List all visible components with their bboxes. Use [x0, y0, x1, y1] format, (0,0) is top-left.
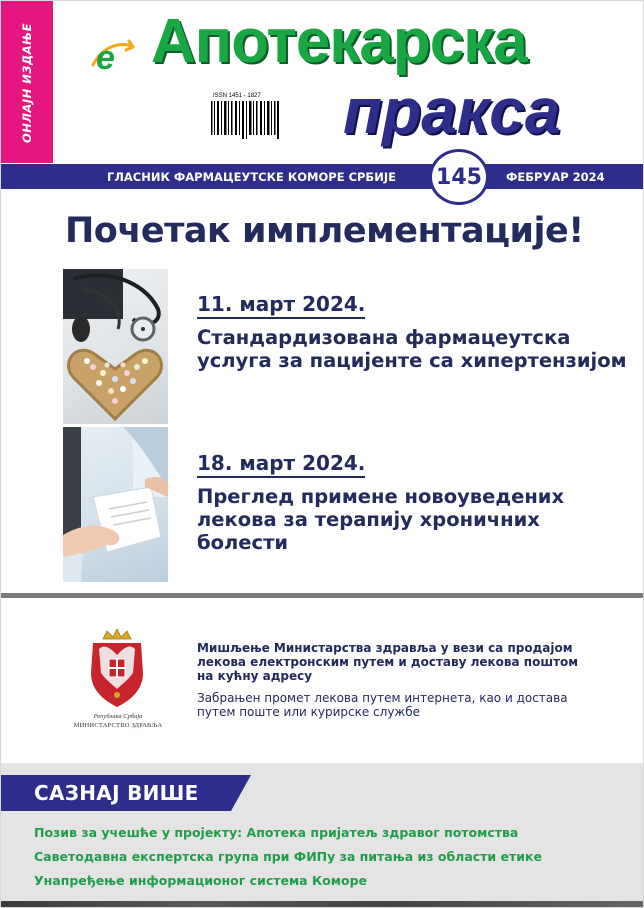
- e-logo-icon: [89, 35, 135, 75]
- prescription-illustration: [63, 427, 168, 582]
- issue-date: ФЕБРУАР 2024: [506, 170, 605, 184]
- section-divider: [1, 593, 644, 598]
- blood-pressure-illustration: [63, 269, 168, 424]
- event-title: [197, 485, 637, 554]
- learn-more-link[interactable]: Саветодавна експертска група при ФИПу за питања из области етике: [34, 849, 542, 864]
- main-headline: Почетак имплементације!: [65, 211, 584, 251]
- learn-more-link[interactable]: Позив за учешће у пројекту: Апотека пријатељ здравог потомства: [34, 825, 519, 840]
- event-title: [197, 326, 637, 372]
- event-date: [197, 292, 365, 316]
- event-title-text: Стандардизована фармацеутска услуга за пацијенте са хипертензијом: [197, 326, 627, 372]
- magazine-title-line1: Апотекарска: [151, 7, 527, 76]
- prescription-photo: [63, 427, 168, 582]
- ministry-opinion-text: Забрањен промет лекова путем интернета, као и достава путем поште или курирске службе: [197, 691, 568, 719]
- issue-number-badge: 145: [429, 149, 489, 205]
- event-date: [197, 451, 365, 475]
- svg-text:e: e: [96, 39, 115, 75]
- magazine-title-line2: пракса: [343, 75, 561, 147]
- event-date-text: 18. март 2024.: [197, 451, 365, 478]
- online-edition-label: ОНЛАЈН ИЗДАЊЕ: [20, 22, 34, 144]
- online-edition-strip: [1, 1, 53, 163]
- crest-caption-ministry: МИНИСТАРСТВО ЗДРАВЉА: [73, 722, 163, 729]
- event-date-text: 11. март 2024.: [197, 292, 365, 319]
- publisher-name: ГЛАСНИК ФАРМАЦЕУТСКЕ КОМОРЕ СРБИЈЕ: [107, 170, 396, 184]
- barcode-icon: [209, 93, 281, 141]
- bottom-image-strip: [1, 901, 644, 908]
- issn-number: ISSN 1451 - 1827: [213, 93, 261, 99]
- event-title-text: Преглед примене новоуведених лекова за терапију хроничних болести: [197, 485, 565, 554]
- crest-caption-country: Република Србија: [93, 713, 143, 720]
- coat-of-arms-icon: [87, 629, 147, 707]
- learn-more-title: САЗНАЈ ВИШЕ: [34, 781, 199, 805]
- learn-more-link[interactable]: Унапређење информационог система Коморе: [34, 873, 367, 888]
- ministry-opinion-title: Мишљење Министарства здравља у вези са продајом лекова електронским путем и доставу лекова поштом на кућну адресу: [197, 641, 579, 683]
- blood-pressure-photo: [63, 269, 168, 424]
